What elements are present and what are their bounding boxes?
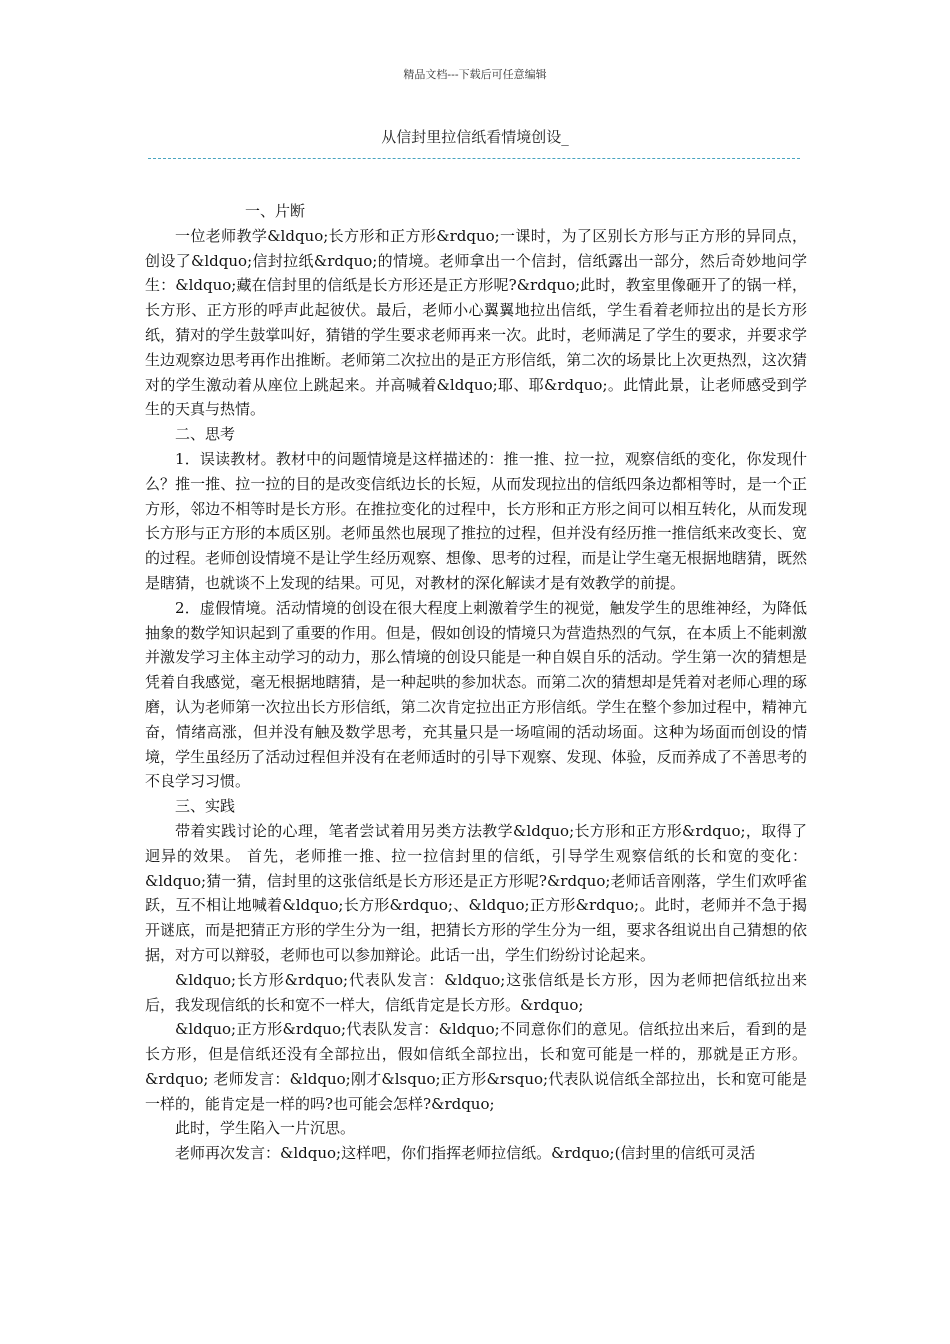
body-paragraph: &ldquo;正方形&rdquo;代表队发言：&ldquo;不同意你们的意见。信纸拉出来后，看到的是长方形，但是信纸还没有全部拉出，假如信纸全部拉出，长和宽可能是一样的，那就是正方形。&rdquo; 老师发言：&ldquo;刚才&lsquo;正方形&rsquo;代表队说信纸全部拉出，长和宽可能是一样的，能肯定是一样的吗?也可能会怎样?&rdquo;	[145, 1020, 807, 1113]
body-paragraph: 一位老师教学&ldquo;长方形和正方形&rdquo;一课时，为了区别长方形与正方形的异同点，创设了&ldquo;信封拉纸&rdquo;的情境。老师拿出一个信封，信纸露出一部分，然后奇妙地问学生：&ldquo;藏在信封里的信纸是长方形还是正方形呢?&rdquo;此时，教室里像砸开了的锅一样，长方形、正方形的呼声此起彼伏。最后，老师小心翼翼地拉出信纸，学生看着老师拉出的是长方形纸，猜对的学生鼓掌叫好，猜错的学生要求老师再来一次。此时，老师满足了学生的要求，并要求学生边观察边思考再作出推断。老师第二次拉出的是正方形信纸，第二次的场景比上次更热烈，这次猜对的学生激动着从座位上跳起来。并高喊着&ldquo;耶、耶&rdquo;。此情此景，让老师感受到学生的天真与热情。	[145, 226, 807, 419]
body-paragraph: 带着实践讨论的心理，笔者尝试着用另类方法教学&ldquo;长方形和正方形&rdquo;，取得了迥异的效果。 首先，老师推一推、拉一拉信封里的信纸，引导学生观察信纸的长和宽的变化：&ldquo;猜一猜，信封里的这张信纸是长方形还是正方形呢?&rdquo;老师话音刚落，学生们欢呼雀跃，互不相让地喊着&ldquo;长方形&rdquo;、&ldquo;正方形&rdquo;。此时，老师并不急于揭开谜底，而是把猜正方形的学生分为一组，把猜长方形的学生分为一组，要求各组说出自己猜想的依据，对方可以辩驳，老师也可以参加辩论。此话一出，学生们纷纷讨论起来。	[145, 821, 807, 964]
body-paragraph: 老师再次发言：&ldquo;这样吧，你们指挥老师拉信纸。&rdquo;(信封里的信纸可灵活	[175, 1144, 756, 1163]
body-paragraph: 此时，学生陷入一片沉思。	[175, 1119, 356, 1138]
page-header: 精品文档---下载后可任意编辑	[403, 68, 547, 81]
body-paragraph: 2．虚假情境。活动情境的创设在很大程度上刺激着学生的视觉，触发学生的思维神经，为降低抽象的数学知识起到了重要的作用。但是，假如创设的情境只为营造热烈的气氛，在本质上不能刺激并激发学习主体主动学习的动力，那么情境的创设只能是一种自娱自乐的活动。学生第一次的猜想是凭着自我感觉，毫无根据地瞎猜，是一种起哄的参加状态。而第二次的猜想却是凭着对老师心理的琢磨，认为老师第一次拉出长方形信纸，第二次肯定拉出正方形信纸。学生在整个参加过程中，精神亢奋，情绪高涨，但并没有触及数学思考，充其量只是一场喧闹的活动场面。这种为场面而创设的情境，学生虽经历了活动过程但并没有在老师适时的引导下观察、发现、体验，反而养成了不善思考的不良学习习惯。	[145, 598, 807, 791]
section-heading: 一、片断	[245, 202, 306, 220]
body-paragraph: 1．误读教材。教材中的问题情境是这样描述的：推一推、拉一拉，观察信纸的变化，你发现什么？推一推、拉一拉的目的是改变信纸边长的长短，从而发现拉出的信纸四条边都相等时，是一个正方形，邻边不相等时是长方形。在推拉变化的过程中，长方形和正方形之间可以相互转化，从而发现长方形与正方形的本质区别。老师虽然也展现了推拉的过程，但并没有经历推一推信纸来改变长、宽的过程。老师创设情境不是让学生经历观察、想像、思考的过程，而是让学生毫无根据地瞎猜，既然是瞎猜，也就谈不上发现的结果。可见，对教材的深化解读才是有效教学的前提。	[145, 449, 807, 592]
document-body	[145, 199, 807, 1166]
title-divider	[148, 158, 800, 159]
document-title: 从信封里拉信纸看情境创设_	[381, 128, 569, 146]
body-paragraph: &ldquo;长方形&rdquo;代表队发言：&ldquo;这张信纸是长方形，因为老师把信纸拉出来后，我发现信纸的长和宽不一样大，信纸肯定是长方形。&rdquo;	[145, 970, 807, 1014]
section-heading: 二、思考	[175, 425, 236, 444]
section-heading: 三、实践	[175, 797, 236, 816]
